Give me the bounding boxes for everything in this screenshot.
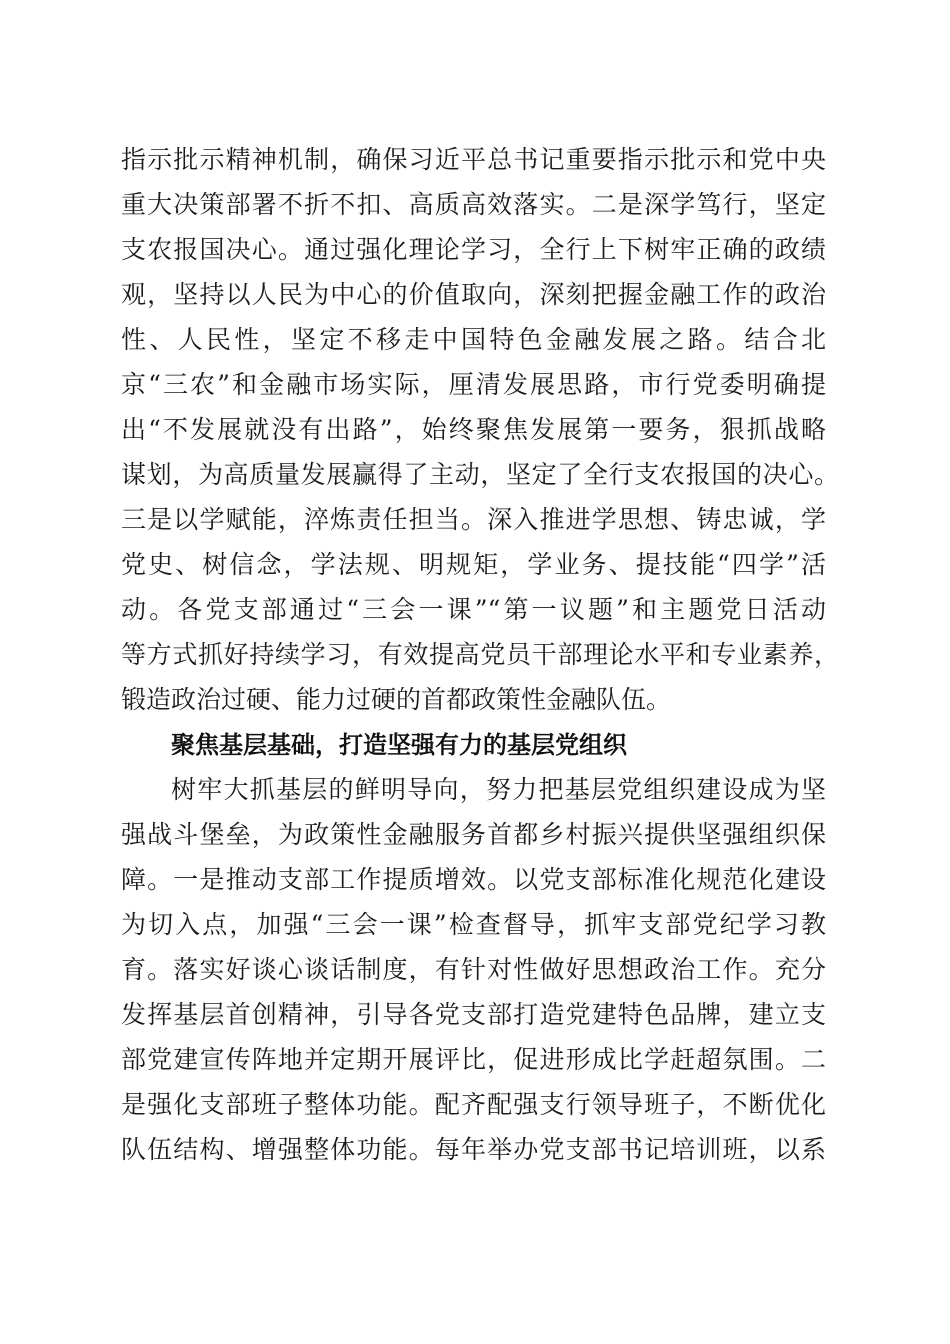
body-text-line: 动。各党支部通过“三会一课”“第一议题”和主题党日活动 bbox=[121, 595, 826, 624]
body-text-line: 京“三农”和金融市场实际，厘清发展思路，市行党委明确提 bbox=[121, 370, 826, 399]
body-text-line: 是强化支部班子整体功能。配齐配强支行领导班子，不断优化 bbox=[121, 1090, 826, 1119]
body-text-line: 支农报国决心。通过强化理论学习，全行上下树牢正确的政绩 bbox=[121, 235, 826, 264]
body-text-line: 树牢大抓基层的鲜明导向，努力把基层党组织建设成为坚 bbox=[171, 775, 826, 804]
body-text-line: 锻造政治过硬、能力过硬的首都政策性金融队伍。 bbox=[121, 685, 672, 714]
body-text-line: 发挥基层首创精神，引导各党支部打造党建特色品牌，建立支 bbox=[121, 1000, 826, 1029]
body-text-line: 性、人民性，坚定不移走中国特色金融发展之路。结合北 bbox=[121, 325, 826, 354]
body-text-line: 等方式抓好持续学习，有效提高党员干部理论水平和专业素养， bbox=[121, 640, 839, 669]
body-text-line: 党史、树信念，学法规、明规矩，学业务、提技能“四学”活 bbox=[121, 550, 826, 579]
body-text-line: 育。落实好谈心谈话制度，有针对性做好思想政治工作。充分 bbox=[121, 955, 826, 984]
body-text-line: 出“不发展就没有出路”，始终聚焦发展第一要务，狠抓战略 bbox=[121, 415, 826, 444]
body-text-line: 指示批示精神机制，确保习近平总书记重要指示批示和党中央 bbox=[121, 145, 826, 174]
body-text-line: 强战斗堡垒，为政策性金融服务首都乡村振兴提供坚强组织保 bbox=[121, 820, 826, 849]
body-text-line: 部党建宣传阵地并定期开展评比，促进形成比学赶超氛围。二 bbox=[121, 1045, 826, 1074]
body-text-line: 观，坚持以人民为中心的价值取向，深刻把握金融工作的政治 bbox=[121, 280, 826, 309]
section-heading: 聚焦基层基础，打造坚强有力的基层党组织 bbox=[171, 731, 627, 759]
body-text-line: 三是以学赋能，淬炼责任担当。深入推进学思想、铸忠诚，学 bbox=[121, 505, 826, 534]
body-text-line: 队伍结构、增强整体功能。每年举办党支部书记培训班，以系 bbox=[121, 1135, 826, 1164]
body-text-line: 重大决策部署不折不扣、高质高效落实。二是深学笃行，坚定 bbox=[121, 190, 826, 219]
body-text-line: 为切入点，加强“三会一课”检查督导，抓牢支部党纪学习教 bbox=[121, 910, 826, 939]
body-text-line: 障。一是推动支部工作提质增效。以党支部标准化规范化建设 bbox=[121, 865, 826, 894]
body-text-line: 谋划，为高质量发展赢得了主动，坚定了全行支农报国的决心。 bbox=[121, 460, 839, 489]
